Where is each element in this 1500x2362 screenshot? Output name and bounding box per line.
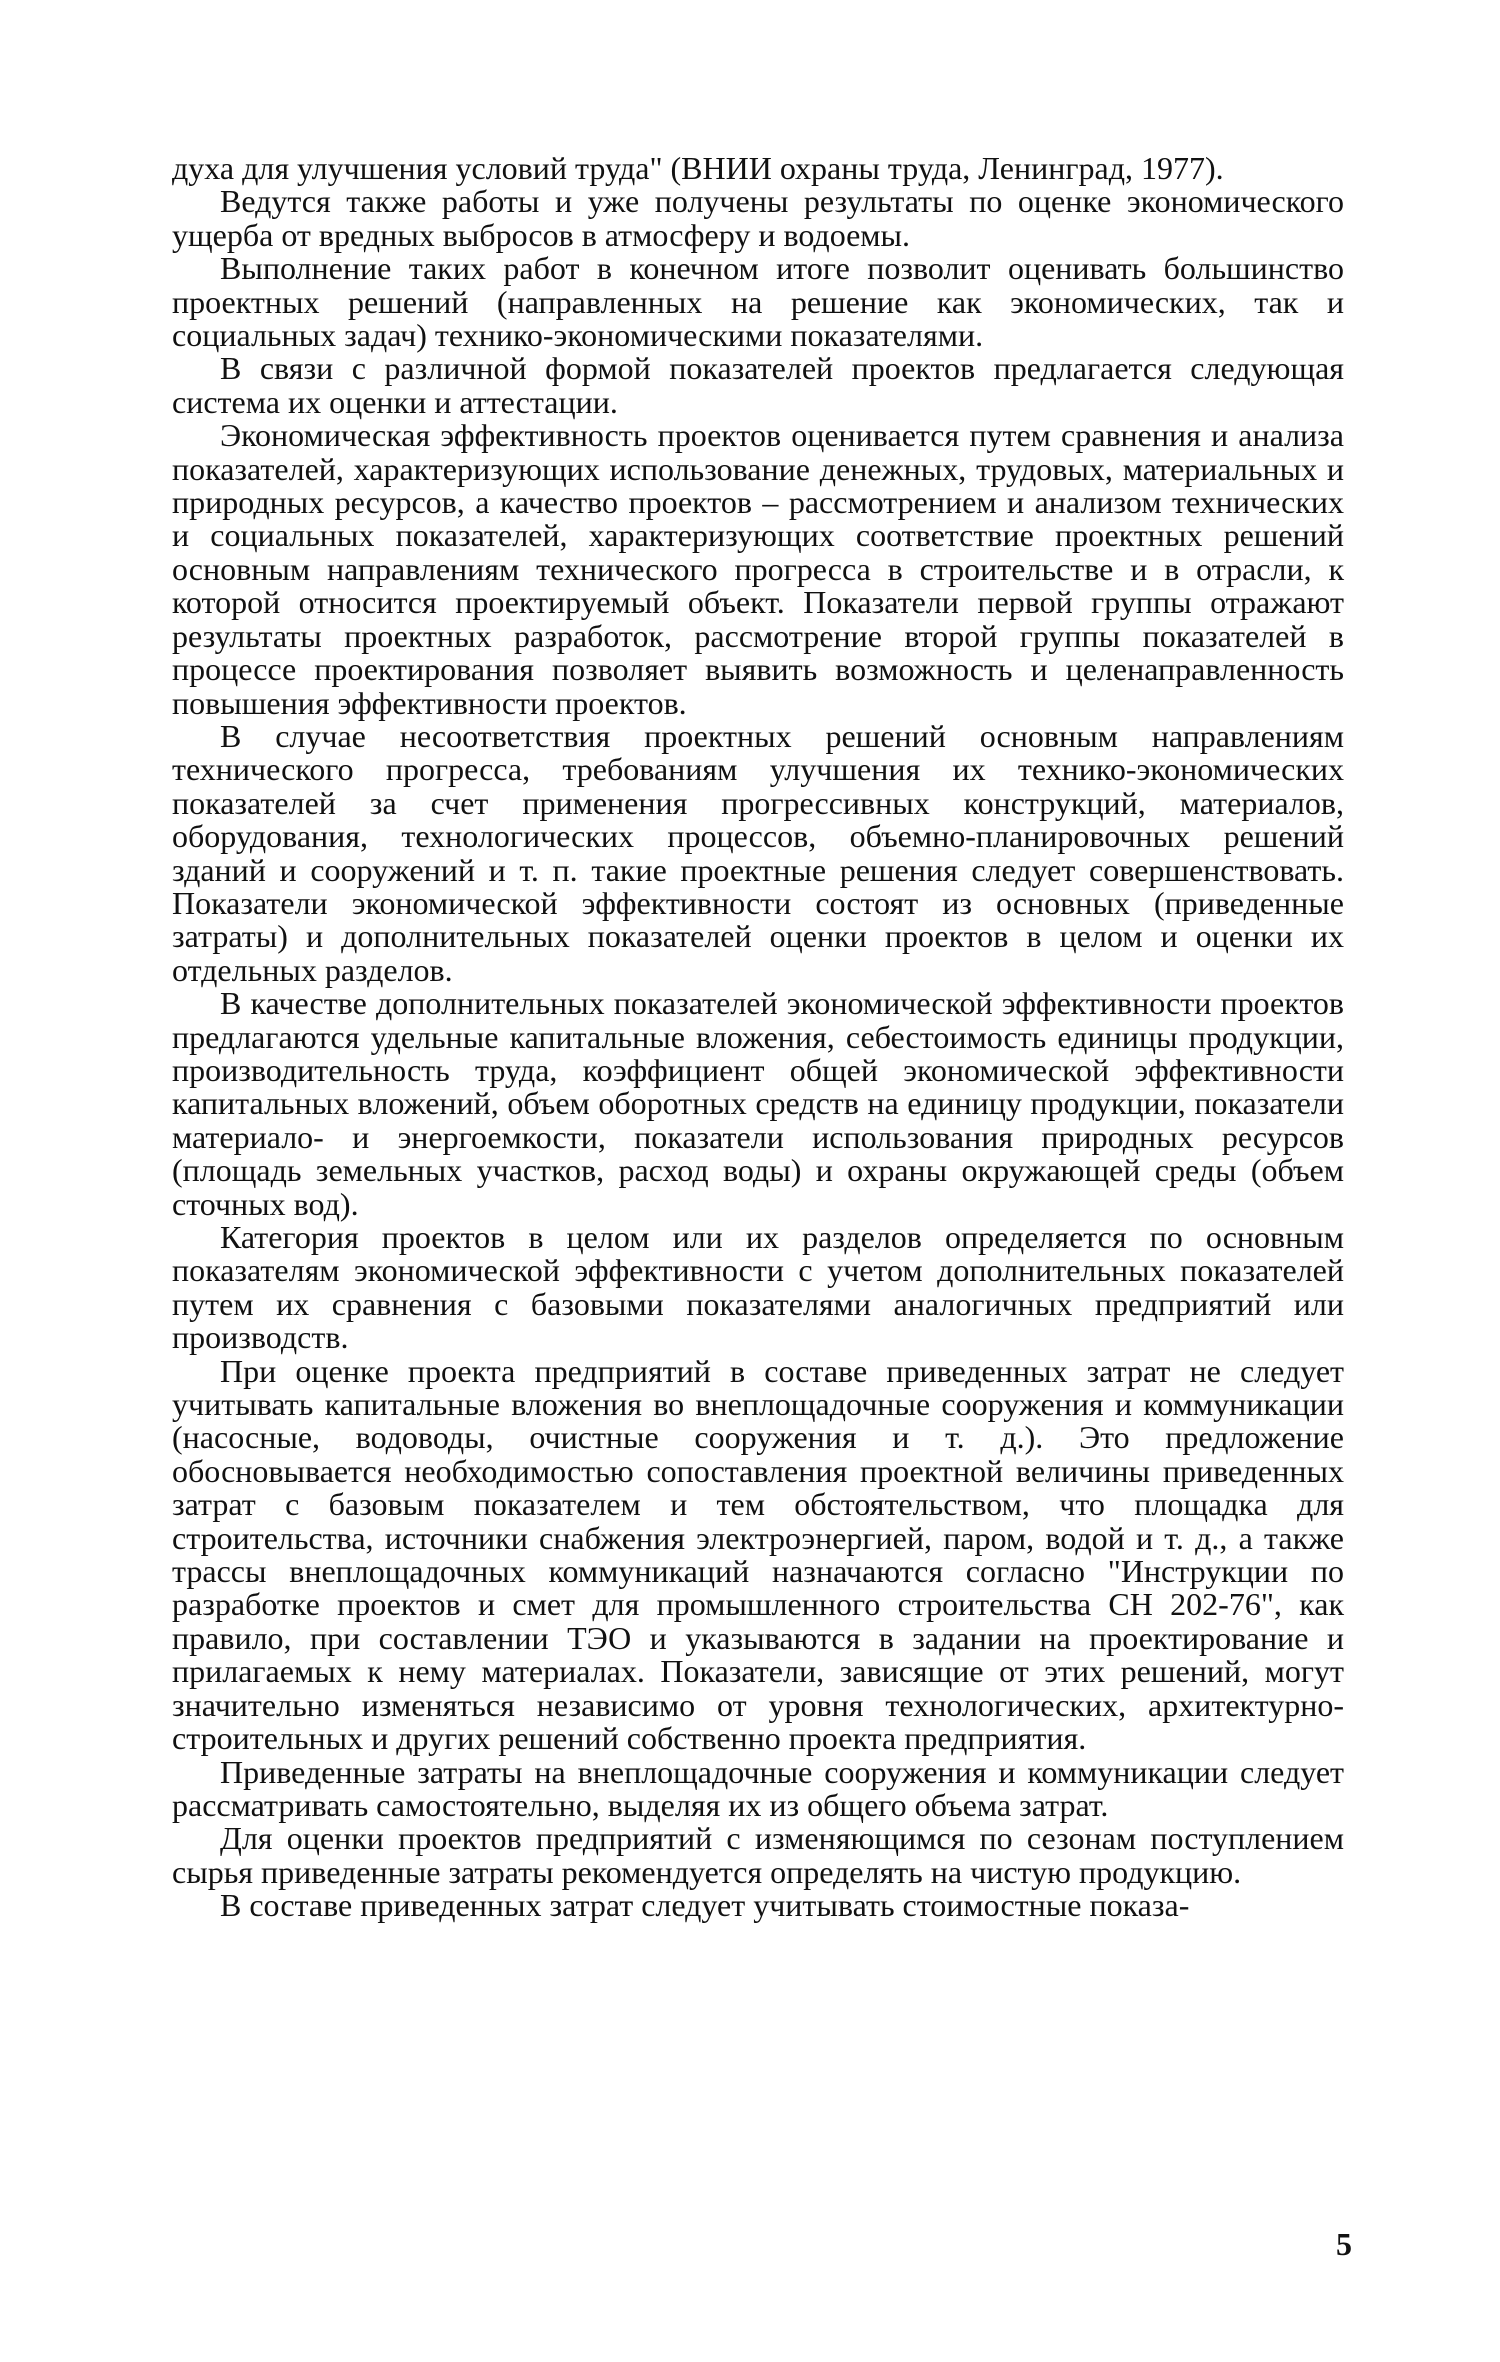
paragraph: При оценке проекта предприятий в составе приведенных затрат не следует учитывать капитальные вложения во внеплощадочные сооружения и коммуникации (насосные, водоводы, очистные сооружения и т. д.). Это предложение обосновывается необходимостью сопоставления проектной величины приведенных затрат с базовым показателем и тем обстоятельством, что площадка для строительства, источники снабжения электроэнергией, паром, водой и т. д., а также трассы внеплощадочных коммуникаций назначаются согласно "Инструкции по разработке проектов и смет для промышленного строительства СН 202-76", как правило, при составлении ТЭО и указываются в задании на проектирование и прилагаемых к нему материалах. Показатели, зависящие от этих решений, могут значительно изменяться независимо от уровня технологических, архитектурно-строительных и других решений собственно проекта предприятия. <box>172 1352 1344 1757</box>
paragraph-continuation: духа для улучшения условий труда" (ВНИИ охраны труда, Ленинград, 1977). <box>172 150 1224 186</box>
paragraph: В составе приведенных затрат следует учитывать стоимостные показа- <box>220 1887 1190 1924</box>
paragraph: Для оценки проектов предприятий с изменяющимся по сезонам поступлением сырья приведенные затраты рекомендуется определять на чистую продукцию. <box>172 1820 1344 1890</box>
paragraph: Экономическая эффективность проектов оценивается путем сравнения и анализа показателей, характеризующих использование денежных, трудовых, материальных и природных ресурсов, а качество проектов – рассмотрением и анализом технических и социальных показателей, характеризующих соответствие проектных решений основным направлениям технического прогресса в строительстве и в отрасли, к которой относится проектируемый объект. Показатели первой группы отражают результаты проектных разработок, рассмотрение второй группы показателей в процессе проектирования позволяет выявить возможность и целенаправленность повышения эффективности проектов. <box>172 417 1344 721</box>
paragraph: Выполнение таких работ в конечном итоге позволит оценивать большинство проектных решений (направленных на решение как экономических, так и социальных задач) технико-экономическими показателями. <box>172 250 1344 354</box>
paragraph: В связи с различной формой показателей проектов предлагается следующая система их оценки и аттестации. <box>172 350 1344 420</box>
paragraph: В случае несоответствия проектных решений основным направлениям технического прогресса, требованиям улучшения их технико-экономических показателей за счет применения прогрессивных конструкций, материалов, оборудования, технологических процессов, объемно-планировочных решений зданий и сооружений и т. п. такие проектные решения следует совершенствовать. Показатели экономической эффективности состоят из основных (приведенные затраты) и дополнительных показателей оценки проектов в целом и оценки их отдельных разделов. <box>172 717 1344 988</box>
paragraph: Приведенные затраты на внеплощадочные сооружения и коммуникации следует рассматривать самостоятельно, выделяя их из общего объема затрат. <box>172 1753 1344 1823</box>
paragraph: В качестве дополнительных показателей экономической эффективности проектов предлагаются удельные капитальные вложения, себестоимость единицы продукции, производительность труда, коэффициент общей экономической эффективности капитальных вложений, объем оборотных средств на единицу продукции, показатели материало- и энергоемкости, показатели использования природных ресурсов (площадь земельных участков, расход воды) и охраны окружающей среды (объем сточных вод). <box>172 985 1344 1222</box>
page-number: 5 <box>1336 2226 1352 2262</box>
paragraph: Категория проектов в целом или их разделов определяется по основным показателям экономической эффективности с учетом дополнительных показателей путем их сравнения с базовыми показателями аналогичных предприятий или производств. <box>172 1219 1344 1356</box>
page-body <box>172 152 1344 1923</box>
paragraph: Ведутся также работы и уже получены результаты по оценке экономического ущерба от вредных выбросов в атмосферу и водоемы. <box>172 183 1344 253</box>
